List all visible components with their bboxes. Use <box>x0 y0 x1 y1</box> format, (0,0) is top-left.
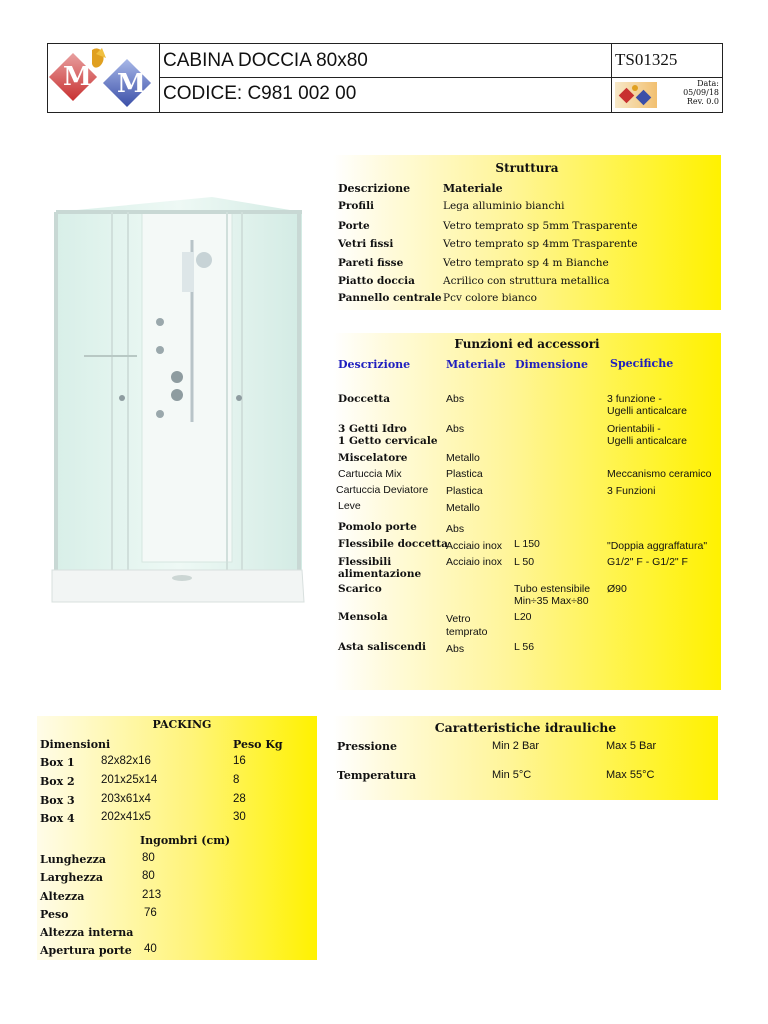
ingombri-label: Altezza <box>40 890 85 903</box>
funzioni-spec: Meccanismo ceramico <box>607 468 712 480</box>
struttura-value: Vetro temprato sp 4 m Bianche <box>443 257 609 269</box>
company-logo <box>48 44 160 112</box>
packing-box: Box 2 <box>40 775 75 788</box>
ingombri-value: 40 <box>144 943 157 955</box>
struttura-value: Vetro temprato sp 4mm Trasparente <box>443 238 638 250</box>
packing-peso: 30 <box>233 811 246 823</box>
product-title: CABINA DOCCIA 80x80 <box>163 50 368 71</box>
funzioni-mat: Acciaio inox <box>446 540 503 552</box>
struttura-col-descrizione: Descrizione <box>338 182 411 195</box>
idrauliche-min: Min 2 Bar <box>492 740 540 752</box>
packing-peso: 8 <box>233 774 240 786</box>
product-code: CODICE: C981 002 00 <box>163 83 357 104</box>
packing-col-peso: Peso Kg <box>233 738 283 751</box>
packing-dim: 201x25x14 <box>101 774 158 786</box>
ingombri-value: 80 <box>142 852 155 864</box>
struttura-label: Vetri fissi <box>338 238 394 250</box>
ingombri-label: Larghezza <box>40 871 103 884</box>
struttura-label: Pareti fisse <box>338 257 404 269</box>
idrauliche-title: Caratteristiche idrauliche <box>434 720 617 735</box>
ingombri-label: Apertura porte <box>40 944 132 957</box>
packing-peso: 28 <box>233 793 246 805</box>
funzioni-spec: 3 funzione - Ugelli anticalcare <box>607 393 687 417</box>
struttura-value: Pcv colore bianco <box>443 292 537 304</box>
date-label: Data: <box>697 79 719 88</box>
idrauliche-label: Pressione <box>337 740 397 753</box>
ingombri-title: Ingombri (cm) <box>140 834 231 847</box>
packing-box: Box 1 <box>40 756 75 769</box>
packing-dim: 203x61x4 <box>101 793 151 805</box>
packing-dim: 82x82x16 <box>101 755 151 767</box>
struttura-title: Struttura <box>495 161 559 175</box>
idrauliche-max: Max 5 Bar <box>606 740 657 752</box>
logo-letter-m2: M <box>117 69 146 99</box>
ingombri-label: Lunghezza <box>40 853 107 866</box>
document-meta <box>681 79 719 106</box>
funzioni-title: Funzioni ed accessori <box>454 337 600 351</box>
funzioni-mat: Abs <box>446 423 465 435</box>
funzioni-col-specifiche: Specifiche <box>610 357 674 370</box>
funzioni-col-dimensione: Dimensione <box>515 358 589 371</box>
funzioni-mat: Plastica <box>446 468 483 480</box>
document-code: TS01325 <box>615 50 678 69</box>
funzioni-dim: L 150 <box>514 538 540 550</box>
funzioni-dim: L 50 <box>514 556 535 568</box>
idrauliche-max: Max 55°C <box>606 769 655 781</box>
struttura-label: Porte <box>338 220 370 232</box>
funzioni-col-materiale: Materiale <box>446 358 506 371</box>
idrauliche-label: Temperatura <box>337 769 417 782</box>
struttura-label: Piatto doccia <box>338 275 415 287</box>
funzioni-panel <box>333 333 721 690</box>
funzioni-spec: 3 Funzioni <box>607 485 656 497</box>
funzioni-desc: Pomolo porte <box>338 521 417 533</box>
funzioni-desc: Miscelatore <box>338 452 408 464</box>
logo-letter-m1: M <box>63 62 92 92</box>
struttura-label: Profili <box>338 200 375 212</box>
packing-box: Box 3 <box>40 794 75 807</box>
funzioni-desc: Flessibili alimentazione <box>338 556 422 580</box>
funzioni-dim: L20 <box>514 611 532 623</box>
funzioni-desc: Cartuccia Deviatore <box>336 484 429 496</box>
struttura-label: Pannello centrale <box>338 292 442 304</box>
idrauliche-min: Min 5°C <box>492 769 532 781</box>
packing-title: PACKING <box>152 718 212 731</box>
funzioni-mat: Abs <box>446 393 465 405</box>
funzioni-desc: Doccetta <box>338 393 391 405</box>
small-logo <box>615 82 657 108</box>
struttura-col-materiale: Materiale <box>443 182 503 195</box>
struttura-value: Vetro temprato sp 5mm Trasparente <box>443 220 638 232</box>
funzioni-desc: Cartuccia Mix <box>338 468 402 480</box>
funzioni-desc: 3 Getti Idro 1 Getto cervicale <box>338 423 438 447</box>
funzioni-desc: Leve <box>338 500 361 512</box>
ingombri-value: 80 <box>142 870 155 882</box>
ingombri-value: 76 <box>144 907 157 919</box>
funzioni-mat: Plastica <box>446 485 483 497</box>
ingombri-label: Altezza interna <box>40 926 134 939</box>
ingombri-value: 213 <box>142 889 162 901</box>
ingombri-label: Peso <box>40 908 69 921</box>
funzioni-dim: L 56 <box>514 641 535 653</box>
funzioni-dim: Tubo estensibile Min÷35 Max÷80 <box>514 583 591 607</box>
packing-peso: 16 <box>233 755 246 767</box>
funzioni-spec: Orientabili - Ugelli anticalcare <box>607 423 687 447</box>
funzioni-spec: G1/2" F - G1/2" F <box>607 556 688 568</box>
product-image <box>42 192 312 612</box>
funzioni-desc: Scarico <box>338 583 382 595</box>
struttura-value: Acrilico con struttura metallica <box>443 275 610 287</box>
date-value: 05/09/18 <box>683 88 719 97</box>
packing-dim: 202x41x5 <box>101 811 151 823</box>
funzioni-spec: Ø90 <box>607 583 627 595</box>
funzioni-mat: Vetro temprato <box>446 613 488 638</box>
funzioni-mat: Abs <box>446 523 465 535</box>
funzioni-mat: Acciaio inox <box>446 556 503 568</box>
funzioni-mat: Abs <box>446 643 465 655</box>
packing-col-dimensioni: Dimensioni <box>40 738 111 751</box>
packing-box: Box 4 <box>40 812 75 825</box>
funzioni-mat: Metallo <box>446 502 480 514</box>
funzioni-spec: "Doppia aggraffatura" <box>607 540 708 552</box>
funzioni-mat: Metallo <box>446 452 480 464</box>
funzioni-desc: Mensola <box>338 611 388 623</box>
struttura-value: Lega alluminio bianchi <box>443 200 565 212</box>
revision: Rev. 0.0 <box>686 97 719 106</box>
funzioni-col-descrizione: Descrizione <box>338 358 411 371</box>
document-header <box>47 43 723 113</box>
funzioni-desc: Asta saliscendi <box>338 641 427 653</box>
funzioni-desc: Flessibile doccetta <box>338 538 448 550</box>
